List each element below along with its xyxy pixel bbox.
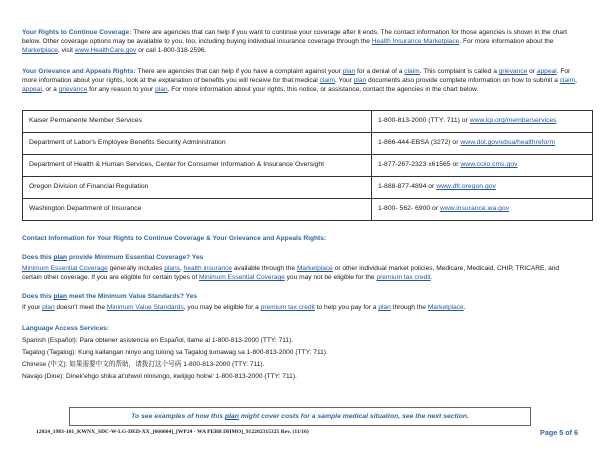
text-run: If your xyxy=(22,304,43,311)
inline-link[interactable]: www.HealthCare.gov xyxy=(74,47,137,54)
table-row xyxy=(23,111,593,133)
inline-link[interactable]: plan xyxy=(42,304,55,311)
table-row xyxy=(23,155,593,177)
text-run: . For more information about the xyxy=(459,38,554,45)
text-run: might cover costs for a sample medical situation, see the next section. xyxy=(238,413,469,420)
agency-name-cell: Kaiser Permanente Member Services xyxy=(23,111,372,133)
agency-contact-cell xyxy=(372,111,593,133)
text-run: doesn't meet the xyxy=(54,304,107,311)
text-run: , xyxy=(575,77,577,84)
inline-link[interactable]: www.cciio.cms.gov xyxy=(460,161,518,169)
inline-link[interactable]: plan xyxy=(224,413,239,420)
inline-link[interactable]: Minimum Value Standards xyxy=(106,304,184,311)
text-run: through the xyxy=(390,304,428,311)
agency-contact-cell xyxy=(372,133,593,155)
agency-name-cell: Washington Department of Insurance xyxy=(23,199,372,221)
page-number: Page 5 of 6 xyxy=(540,428,578,437)
inline-link[interactable]: plan xyxy=(53,254,68,261)
inline-link[interactable]: plan xyxy=(155,86,168,93)
mec-question-heading xyxy=(22,253,578,262)
language-line-navajo: Navajo (Dine): Dinek'ehgo shika at'ohwol ninisingo, kwiijigo holne' 1-800-813-2000 (TTY: 711). xyxy=(22,373,297,380)
text-run: Does this xyxy=(22,293,54,300)
text-run: documents also provide complete information on how to submit a xyxy=(366,77,560,84)
language-line-spanish: Spanish (Español): Para obtener asistencia en Español, llame al 1-800-813-2000 (TTY: 711). xyxy=(22,337,294,344)
text-run: To see examples of how this xyxy=(131,413,225,420)
table-row xyxy=(23,177,593,199)
text-run: to help you pay for a xyxy=(314,304,379,311)
inline-link[interactable]: plans xyxy=(164,265,180,272)
text-run: . For more information about your rights, look at the explanation of benefits you will receive for that medical xyxy=(22,68,571,84)
inline-link[interactable]: claim xyxy=(404,68,420,75)
text-run: , you may be eligible for a xyxy=(183,304,261,311)
inline-link[interactable]: www.kp.org/memberservices xyxy=(469,117,557,125)
inline-link[interactable]: Minimum Essential Coverage xyxy=(199,274,285,281)
inline-link[interactable]: premium tax credit xyxy=(260,304,315,311)
table-row xyxy=(23,199,593,221)
inline-link[interactable]: www.dol.gov/ebsa/healthreform xyxy=(460,139,556,147)
text-run: Does this xyxy=(22,254,54,261)
text-run: 1-888-877-4894 or xyxy=(378,183,437,191)
mvs-question-heading xyxy=(22,292,578,301)
agency-name-cell: Oregon Division of Financial Regulation xyxy=(23,177,372,199)
inline-link[interactable]: appeal xyxy=(22,86,42,93)
inline-link[interactable]: www.dfr.oregon.gov xyxy=(436,183,496,191)
page-footer xyxy=(22,428,578,437)
table-row xyxy=(23,133,593,155)
text-run: . xyxy=(463,304,466,311)
rights-continue-paragraph xyxy=(22,28,578,55)
agency-contact-cell xyxy=(372,177,593,199)
text-run: 1-800- 562- 6900 or xyxy=(378,205,440,213)
inline-link[interactable]: appeal xyxy=(536,68,557,75)
text-run: 1-800-813-2000 (TTY: 711) or xyxy=(378,117,470,125)
text-run: . Your xyxy=(335,77,354,84)
text-run: or other individual market policies, Medicare, Medicaid, CHIP, TRICARE, and certain other coverage. If you are eligible for certain types of xyxy=(22,265,560,281)
text-run: There are agencies that can help if you want to continue your coverage after it ends. The contact information for those agencies is shown in the chart below. Other coverage options may be available to you, too, including buying individual insurance coverage through the xyxy=(22,29,568,45)
text-run: for a denial of a xyxy=(355,68,405,75)
inline-link[interactable]: plan xyxy=(378,304,391,311)
sample-situation-note-text xyxy=(131,413,469,420)
agency-name-cell: Department of Labor's Employee Benefits Security Administration xyxy=(23,133,372,155)
text-run: generally includes xyxy=(107,265,165,272)
language-line-chinese: Chinese (中文): 如果需要中文的帮助，请拨打这个号码 1-800-813-2000 (TTY: 711). xyxy=(22,361,265,368)
text-run: or xyxy=(527,68,537,75)
sample-situation-note xyxy=(69,407,531,426)
inline-link[interactable]: grievance xyxy=(58,86,88,93)
inline-link[interactable]: Marketplace xyxy=(296,265,333,272)
text-run: . For more information about your rights, this notice, or assistance, contact the agencies in the chart below. xyxy=(167,86,479,93)
inline-link[interactable]: Minimum Essential Coverage xyxy=(22,265,108,272)
inline-link[interactable]: claim xyxy=(559,77,576,84)
document-code: 12024_1983-101_KWNX_SDC-W-LG-DED-XX_[666604]_[WP24 - WA PEBB DHMO]_912202315325 Rev. (11/16) xyxy=(36,429,309,435)
mvs-body-paragraph xyxy=(22,303,578,312)
text-run: 1-866-444-EBSA (3272) or xyxy=(378,139,461,147)
text-run: Your Grievance and Appeals Rights: xyxy=(22,68,138,75)
grievance-appeals-paragraph xyxy=(22,67,578,94)
text-run: , visit xyxy=(57,47,75,54)
text-run: or call 1-800-318-2596. xyxy=(136,47,207,54)
inline-link[interactable]: health insurance xyxy=(183,265,233,272)
text-run: provide Minimum Essential Coverage? Yes xyxy=(67,254,204,261)
agency-contact-cell xyxy=(372,199,593,221)
language-access-heading: Language Access Services: xyxy=(22,325,109,332)
inline-link[interactable]: plan xyxy=(342,68,356,75)
text-run: . xyxy=(430,274,433,281)
text-run: available through the xyxy=(232,265,297,272)
text-run: for any reason to your xyxy=(87,86,156,93)
agency-contact-table xyxy=(22,110,593,221)
text-run: 1-877-267-2323 x61565 or xyxy=(378,161,461,169)
text-run: , or a xyxy=(41,86,59,93)
text-run: you may not be eligible for the xyxy=(284,274,377,281)
inline-link[interactable]: plan xyxy=(353,77,367,84)
inline-link[interactable]: claim xyxy=(319,77,335,84)
inline-link[interactable]: grievance xyxy=(498,68,528,75)
text-run: Your Rights to Continue Coverage: xyxy=(22,29,134,36)
text-run: . This complaint is called a xyxy=(419,68,499,75)
mec-body-paragraph xyxy=(22,264,578,282)
contact-info-heading: Contact Information for Your Rights to Continue Coverage & Your Grievance and Appeals Rights: xyxy=(22,235,327,242)
language-line-tagalog: Tagalog (Tagalog): Kung kailangan ninyo ang tulong sa Tagalog tumawag sa 1-800-813-2000 (TTY: 711). xyxy=(22,349,328,356)
inline-link[interactable]: premium tax credit xyxy=(376,274,431,281)
inline-link[interactable]: plan xyxy=(53,293,68,300)
agency-contact-cell xyxy=(372,155,593,177)
text-run: , xyxy=(179,265,184,272)
inline-link[interactable]: Marketplace xyxy=(427,304,464,311)
inline-link[interactable]: www.insurance.wa.gov xyxy=(439,205,510,213)
text-run: meet the Minimum Value Standards? Yes xyxy=(67,293,198,300)
inline-link[interactable]: Marketplace xyxy=(22,47,58,54)
inline-link[interactable]: Health Insurance Marketplace xyxy=(371,38,460,45)
text-run: There are agencies that can help if you have a complaint against your xyxy=(137,68,343,75)
agency-name-cell: Department of Health & Human Services, Center for Consumer Information & Insurance Oversight xyxy=(23,155,372,177)
